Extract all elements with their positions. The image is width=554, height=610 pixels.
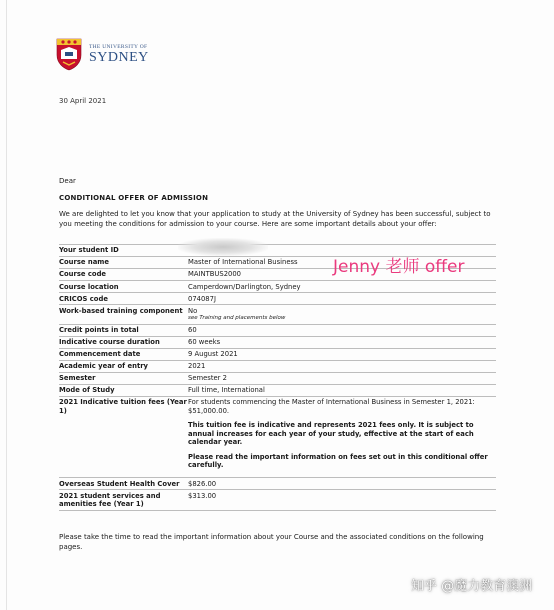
salutation: Dear xyxy=(59,177,76,185)
row-label: Commencement date xyxy=(59,348,188,360)
table-row xyxy=(59,372,496,384)
redacted-student-id xyxy=(178,238,268,256)
logo-big-text: SYDNEY xyxy=(89,49,149,65)
row-label: Work-based training component xyxy=(59,305,188,324)
row-label: Academic year of entry xyxy=(59,360,188,372)
university-logo xyxy=(55,37,149,71)
row-label: 2021 student services and amenities fee (Year 1) xyxy=(59,490,188,511)
row-value: $313.00 xyxy=(188,490,496,511)
row-label: Credit points in total xyxy=(59,324,188,336)
row-value: MAINTBUS2000 xyxy=(188,269,496,281)
letter-date: 30 April 2021 xyxy=(59,97,107,105)
row-label: Course location xyxy=(59,281,188,293)
row-label: Semester xyxy=(59,372,188,384)
training-note: see Training and placements below xyxy=(188,315,286,322)
row-value: 9 August 2021 xyxy=(188,348,496,360)
letter-heading: CONDITIONAL OFFER OF ADMISSION xyxy=(59,194,209,202)
table-row xyxy=(59,281,496,293)
table-row xyxy=(59,305,496,324)
row-label: 2021 Indicative tuition fees (Year 1) xyxy=(59,397,188,478)
watermark: 知乎 @魔力教育澳洲 xyxy=(411,579,533,594)
row-value xyxy=(188,397,496,478)
row-value: Semester 2 xyxy=(188,372,496,384)
row-value: Camperdown/Darlington, Sydney xyxy=(188,281,496,293)
row-value xyxy=(188,305,496,324)
row-label: CRICOS code xyxy=(59,293,188,305)
row-value: 60 xyxy=(188,324,496,336)
table-row xyxy=(59,490,496,511)
intro-paragraph: We are delighted to let you know that your application to study at the University of Sydney has been successful, subject to you meeting the conditions for admission to your course. Here are some important details about your offer: xyxy=(59,210,491,228)
row-value: Master of International Business xyxy=(188,257,496,269)
table-row xyxy=(59,324,496,336)
tuition-note: This tuition fee is indicative and represents 2021 fees only. It is subject to annual increases for each year of your study, effective at the start of each calendar year. xyxy=(188,421,474,447)
table-row xyxy=(59,360,496,372)
table-row xyxy=(59,336,496,348)
table-row xyxy=(59,385,496,397)
work-based-value: No xyxy=(188,306,198,315)
overlay-caption: Jenny 老师 offer xyxy=(333,257,465,277)
row-value: 60 weeks xyxy=(188,336,496,348)
table-row xyxy=(59,397,496,478)
row-label: Course name xyxy=(59,257,188,269)
row-value: Full time, International xyxy=(188,385,496,397)
row-value: 074087J xyxy=(188,293,496,305)
row-label: Your student ID xyxy=(59,245,188,257)
row-label: Overseas Student Health Cover xyxy=(59,478,188,490)
row-value: 2021 xyxy=(188,360,496,372)
offer-details-table xyxy=(59,244,496,511)
table-row xyxy=(59,348,496,360)
tuition-value: For students commencing the Master of International Business in Semester 1, 2021: $51,000.00. xyxy=(188,398,475,415)
logo-small-text: THE UNIVERSITY OF xyxy=(89,43,148,50)
university-crest-icon xyxy=(55,37,83,71)
row-label: Course code xyxy=(59,269,188,281)
page-edge-divider xyxy=(6,0,7,610)
table-row xyxy=(59,293,496,305)
row-value: $826.00 xyxy=(188,478,496,490)
closing-paragraph: Please take the time to read the important information about your Course and the associated conditions on the following pages. xyxy=(59,533,484,551)
fees-warning: Please read the important information on fees set out in this conditional offer carefully. xyxy=(188,452,488,470)
row-label: Mode of Study xyxy=(59,385,188,397)
table-row xyxy=(59,478,496,490)
row-label: Indicative course duration xyxy=(59,336,188,348)
